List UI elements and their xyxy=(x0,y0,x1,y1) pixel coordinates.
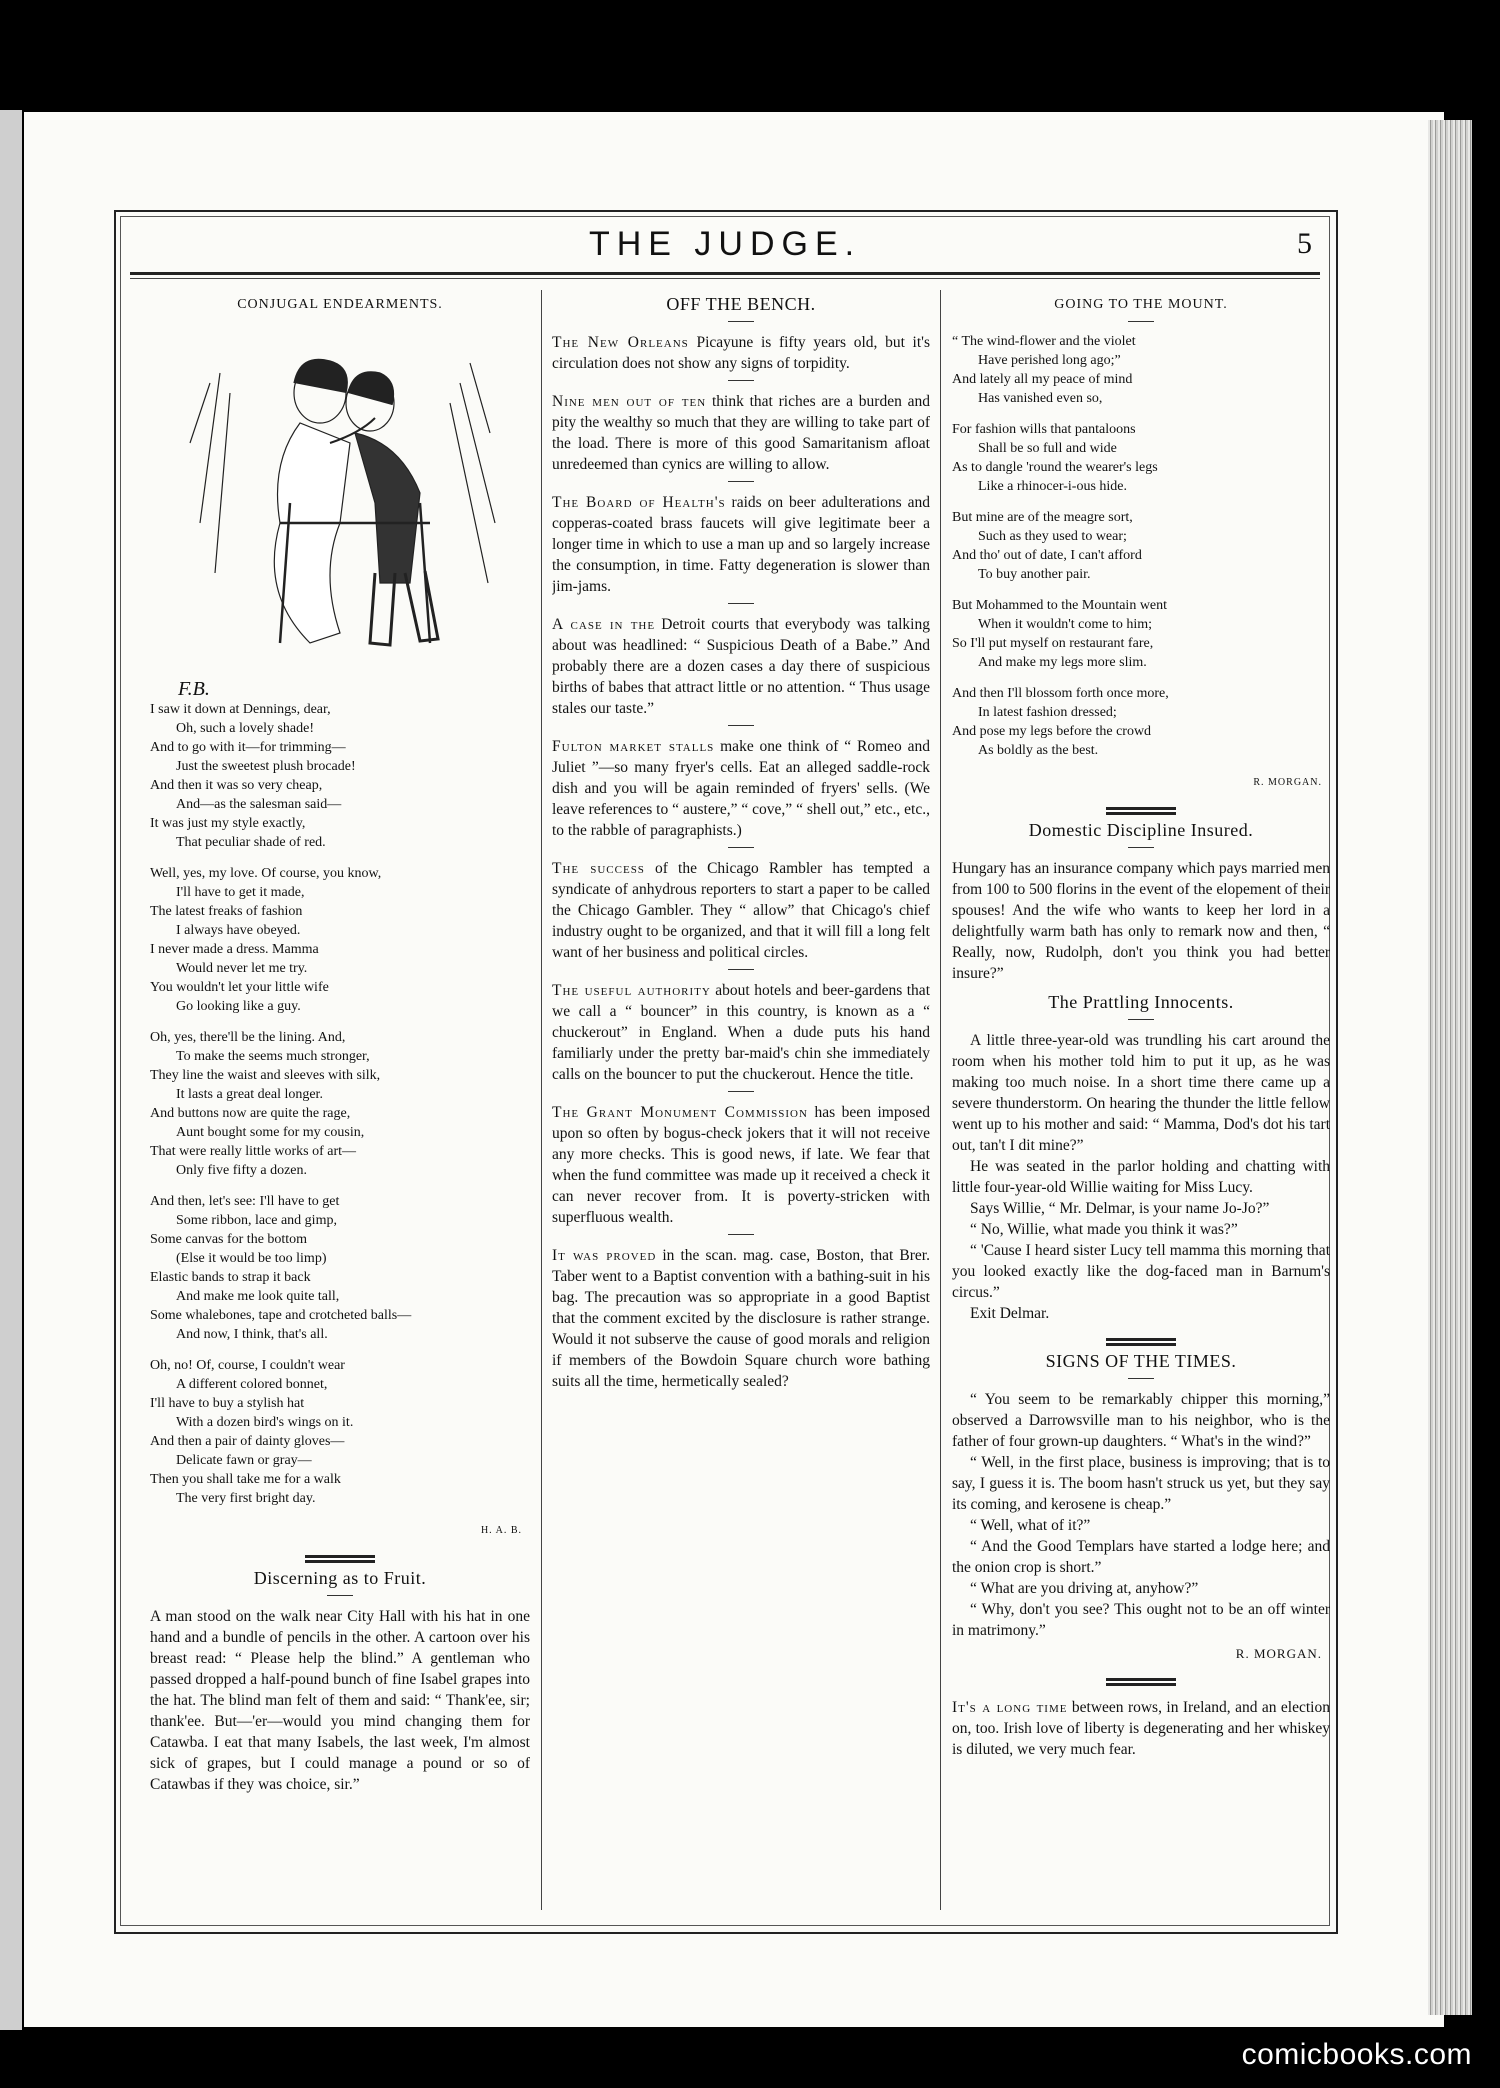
poem-line: As to dangle 'round the wearer's legs xyxy=(952,460,1158,475)
section-rule xyxy=(1106,1678,1176,1683)
binding-strip xyxy=(0,110,22,2030)
poem-line: In latest fashion dressed; xyxy=(978,705,1117,720)
title-dash xyxy=(1128,1019,1154,1020)
poem-line: The very first bright day. xyxy=(176,1491,316,1506)
article-paragraph: “ You seem to be remarkably chipper this morning,” observed a Darrowsville man to his neighbor, who is the father of four grown-up daughters. “ What's in the wind?” xyxy=(952,1391,1330,1450)
poem-line: Delicate fawn or gray— xyxy=(176,1453,312,1468)
poem-line: Only five fifty a dozen. xyxy=(176,1163,308,1178)
poem-line: It lasts a great deal longer. xyxy=(176,1087,323,1102)
watermark: comicbooks.com xyxy=(1241,2038,1472,2071)
paragraph-lead: Fulton market stalls xyxy=(552,738,715,755)
poem-line: And—as the salesman said— xyxy=(176,797,342,812)
article-signature: R. MORGAN. xyxy=(1235,1646,1322,1661)
poem-line: You wouldn't let your little wife xyxy=(150,980,329,995)
poem-line: And then a pair of dainty gloves— xyxy=(150,1434,345,1449)
paragraph-lead: It was proved xyxy=(552,1247,657,1264)
section-rule xyxy=(305,1555,375,1560)
poem-line: Oh, yes, there'll be the lining. And, xyxy=(150,1030,346,1045)
bench-paragraph xyxy=(552,736,930,841)
paragraph-lead: The success xyxy=(552,860,645,877)
poem-line: They line the waist and sleeves with silk, xyxy=(150,1068,381,1083)
paragraph-lead: The Board of Health's xyxy=(552,494,726,511)
article-paragraph: “ Why, don't you see? This ought not to be an off winter in matrimony.” xyxy=(952,1601,1330,1639)
article-title: Discerning as to Fruit. xyxy=(253,1568,427,1588)
poem-line: But mine are of the meagre sort, xyxy=(952,510,1133,525)
paragraph-lead: It's a long time xyxy=(952,1699,1068,1716)
paragraph-dash xyxy=(728,1091,754,1092)
title-dash xyxy=(1128,847,1154,848)
masthead-title: THE JUDGE. xyxy=(588,225,862,263)
poem-line: Oh, no! Of, course, I couldn't wear xyxy=(150,1358,345,1373)
paragraph-text: raids on beer adulterations and copperas-coated brass faucets will give legitimate beer a longer time in which to use a man up and so largely increase the consumption, in time. Fatty degeneration is slower than jim-jams. xyxy=(552,494,930,595)
page-edge xyxy=(1428,120,1472,2015)
signs-paragraphs xyxy=(952,1389,1330,1641)
column-1 xyxy=(150,286,530,1911)
poem-line: Like a rhinocer-i-ous hide. xyxy=(978,479,1127,494)
paragraph-lead: The useful authority xyxy=(552,982,711,999)
article-paragraph: Hungary has an insurance company which pays married men from 100 to 500 florins in the event of the elopement of their spouses! And the wife who wants to keep her lord in a delightfully warm bath has only to remark now and then, “ Really, now, Rudolph, don't you think you had better insure?” xyxy=(952,860,1330,982)
section-title: OFF THE BENCH. xyxy=(666,294,816,314)
bench-paragraph xyxy=(552,858,930,963)
poem-line: That were really little works of art— xyxy=(150,1144,357,1159)
poem-line: And tho' out of date, I can't afford xyxy=(952,548,1142,563)
poem-stanza xyxy=(150,864,530,1016)
poem-line: I never made a dress. Mamma xyxy=(150,942,319,957)
poem-line: And to go with it—for trimming— xyxy=(150,740,346,755)
column-2 xyxy=(552,286,930,1911)
paragraph-dash xyxy=(728,481,754,482)
paragraph-lead: A case in the xyxy=(552,616,656,633)
section-rule xyxy=(1106,1338,1176,1343)
paragraph-text: Detroit courts that everybody was talking about was headlined: “ Suspicious Death of a Babe.” And probably there are a dozen cases a day there of suspicious births of babes that attract little or no attention. “ Thus usage stales our taste.” xyxy=(552,616,930,717)
poem-line: I'll have to buy a stylish hat xyxy=(150,1396,305,1411)
artist-monogram: F.B. xyxy=(178,678,210,700)
bench-paragraph xyxy=(552,1245,930,1392)
poem-line: Aunt bought some for my cousin, xyxy=(176,1125,365,1140)
poem-stanza xyxy=(952,508,1330,584)
poem-stanza xyxy=(952,420,1330,496)
poem-stanza xyxy=(150,1028,530,1180)
article-paragraph: “ No, Willie, what made you think it was?” xyxy=(970,1221,1238,1238)
bench-paragraph xyxy=(552,614,930,719)
paragraph-dash xyxy=(728,969,754,970)
poem-line: To buy another pair. xyxy=(978,567,1091,582)
poem-stanza xyxy=(952,332,1330,408)
article-paragraph: “ Well, in the first place, business is improving; that is to say, I guess it is. The boom hasn't struck us yet, but they say its coming, and kerosene is cheap.” xyxy=(952,1454,1330,1513)
bench-paragraph xyxy=(552,1102,930,1228)
column-divider xyxy=(541,290,542,1910)
paragraph-dash xyxy=(728,1234,754,1235)
paragraph-text: in the scan. mag. case, Boston, that Brer. Taber went to a Baptist convention with a bathing-suit in his bag. The precaution was so appropriate in a good Baptist that the comment excited by the disclosure is rather strange. Would it not subserve the cause of good morals and religion if members of the Bowdoin Square church wore bathing suits all the time, hermetically sealed? xyxy=(552,1247,930,1390)
poem-line: Well, yes, my love. Of course, you know, xyxy=(150,866,382,881)
poem-line: And pose my legs before the crowd xyxy=(952,724,1152,739)
article-title: SIGNS OF THE TIMES. xyxy=(1045,1351,1237,1371)
poem-line: Such as they used to wear; xyxy=(978,529,1127,544)
poem-line: When it wouldn't come to him; xyxy=(978,617,1152,632)
article-paragraph: “ What are you driving at, anyhow?” xyxy=(970,1580,1199,1597)
poem-line: Would never let me try. xyxy=(176,961,308,976)
poem-line: And then, let's see: I'll have to get xyxy=(150,1194,340,1209)
article-paragraph: A man stood on the walk near City Hall with his hat in one hand and a bundle of pencils in the other. A cartoon over his breast read: “ Please help the blind.” A gentleman who passed dropped a half-pound bunch of fine Isabel grapes into the hat. The blind man felt of them and said: “ Thank'ee, sir; thank'ee. But—'er—would you mind changing them for Catawba. I eat that many Isabels, the last week, I'm almost sick of grapes, but I could manage a pound or so of Catawbas if they was choice, sir.” xyxy=(150,1608,530,1793)
poem-line: But Mohammed to the Mountain went xyxy=(952,598,1168,613)
section-rule xyxy=(1106,807,1176,812)
poem-line: Some ribbon, lace and gimp, xyxy=(176,1213,337,1228)
poem-signature: H. A. B. xyxy=(480,1525,522,1536)
masthead-rule xyxy=(130,272,1320,275)
bench-paragraphs xyxy=(552,332,930,1392)
paragraph-text: about hotels and beer-gardens that we call a “ bouncer” in this country, is known as a “ chuckerout” in England. When a dude puts his hand familiarly under the pretty bar-maid's chin she immediately calls on the bouncer to put the chuckerout. Hence the title. xyxy=(552,982,930,1083)
poem-stanza xyxy=(150,1192,530,1344)
poem-stanza xyxy=(952,596,1330,672)
paragraph-lead: The New Orleans xyxy=(552,334,689,351)
masthead-rule-thin xyxy=(130,278,1320,279)
paragraph-dash xyxy=(728,380,754,381)
article-paragraph: He was seated in the parlor holding and chatting with little four-year-old Willie waiting for Miss Lucy. xyxy=(952,1158,1330,1196)
paragraph-text: of the Chicago Rambler has tempted a syndicate of anhydrous reporters to start a paper to be called the Chicago Gambler. They “ allow” that Chicago's chief industry ought to be organized, and that it will fill a long felt want of her business and political circles. xyxy=(552,860,930,961)
poem-line: And buttons now are quite the rage, xyxy=(150,1106,351,1121)
paragraph-text: think that riches are a burden and pity the wealthy so much that they are willing to take part of the load. There is more of this good Samaritanism afloat unredeemed than cynics are willing to allow. xyxy=(552,393,930,473)
page-number: 5 xyxy=(1297,227,1312,260)
poem-line: And then I'll blossom forth once more, xyxy=(952,686,1169,701)
article-paragraph: Exit Delmar. xyxy=(970,1305,1050,1322)
poem-stanza xyxy=(150,1356,530,1508)
poem-line: Some whalebones, tape and crotcheted balls— xyxy=(150,1308,412,1323)
paragraph-text: make one think of “ Romeo and Juliet ”—so many fryer's cells. Eat an alleged saddle-rock dish and you will be again reminded of fryers' sells. (We leave references to “ austere,” “ cove,” “ shell out,” etc., etc., to the rabble of paragraphists.) xyxy=(552,738,930,839)
poem-line: I always have obeyed. xyxy=(176,923,301,938)
poem-line: Oh, such a lovely shade! xyxy=(176,721,315,736)
poem-line: Have perished long ago;” xyxy=(978,353,1121,368)
title-dash xyxy=(1128,321,1154,322)
poem-line: With a dozen bird's wings on it. xyxy=(176,1415,354,1430)
poem-line: For fashion wills that pantaloons xyxy=(952,422,1136,437)
poem-line: I saw it down at Dennings, dear, xyxy=(150,702,331,717)
poem-signature: R. MORGAN. xyxy=(1253,777,1322,788)
poem-line: It was just my style exactly, xyxy=(150,816,306,831)
column-3 xyxy=(952,286,1330,1911)
paragraph-text: has been imposed upon so often by bogus-check jokers that it will not receive any more checks. This is good news, if late. We fear that when the fund committee was made up it received a check it can never recover from. It is poverty-stricken with superfluous wealth. xyxy=(552,1104,930,1226)
column-divider xyxy=(940,290,941,1910)
poem-line: Shall be so full and wide xyxy=(978,441,1117,456)
paragraph-lead: Nine men out of ten xyxy=(552,393,707,410)
title-dash xyxy=(327,1595,353,1596)
poem-line: And then it was so very cheap, xyxy=(150,778,323,793)
title-dash xyxy=(1128,1378,1154,1379)
poem-line: Then you shall take me for a walk xyxy=(150,1472,341,1487)
article-title: Domestic Discipline Insured. xyxy=(1028,820,1254,840)
paragraph-lead: The Grant Monument Commission xyxy=(552,1104,808,1121)
bench-paragraph xyxy=(552,332,930,374)
paragraph-dash xyxy=(728,847,754,848)
poem-title: CONJUGAL ENDEARMENTS. xyxy=(237,297,443,312)
poem-line: (Else it would be too limp) xyxy=(176,1251,327,1266)
masthead xyxy=(130,222,1320,266)
article-paragraph: Says Willie, “ Mr. Delmar, is your name Jo-Jo?” xyxy=(970,1200,1270,1217)
poem-line: And make me look quite tall, xyxy=(176,1289,340,1304)
poem-line: Just the sweetest plush brocade! xyxy=(176,759,356,774)
bench-paragraph xyxy=(552,391,930,475)
paragraph-text: between rows, in Ireland, and an election on, too. Irish love of liberty is degenerating and her whiskey is diluted, we very much fear. xyxy=(952,1699,1330,1758)
couple-illustration xyxy=(170,323,510,673)
article-title: The Prattling Innocents. xyxy=(1048,992,1234,1012)
article-paragraph: “ 'Cause I heard sister Lucy tell mamma this morning that you looked exactly like the dog-faced man in Barnum's circus.” xyxy=(952,1242,1330,1301)
poem-line: That peculiar shade of red. xyxy=(176,835,326,850)
article-paragraph: “ Well, what of it?” xyxy=(970,1517,1091,1534)
bench-paragraph xyxy=(552,492,930,597)
poem-line: To make the seems much stronger, xyxy=(176,1049,370,1064)
poem-line: As boldly as the best. xyxy=(978,743,1099,758)
article-paragraph: “ And the Good Templars have started a lodge here; and the onion crop is short.” xyxy=(952,1538,1330,1576)
poem-line: And lately all my peace of mind xyxy=(952,372,1133,387)
poem-line: The latest freaks of fashion xyxy=(150,904,303,919)
poem-line: Elastic bands to strap it back xyxy=(150,1270,311,1285)
poem-line: A different colored bonnet, xyxy=(176,1377,328,1392)
poem-body xyxy=(952,332,1330,760)
bench-paragraph xyxy=(552,980,930,1085)
title-dash xyxy=(728,321,754,322)
poem-title: GOING TO THE MOUNT. xyxy=(1054,297,1228,312)
prattle-paragraphs xyxy=(952,1030,1330,1324)
article-paragraph: A little three-year-old was trundling his cart around the room when his mother told him to put it up, as he was making too much noise. In a short time there came up a severe thunderstorm. On hearing the thunder the little fellow went up to his mother and said: “ Mamma, Dod's dot his tart out, tan't I dit mine?” xyxy=(952,1032,1330,1154)
poem-line: And make my legs more slim. xyxy=(978,655,1147,670)
poem-line: Go looking like a guy. xyxy=(176,999,301,1014)
poem-body xyxy=(150,700,530,1508)
poem-line: So I'll put myself on restaurant fare, xyxy=(952,636,1154,651)
poem-stanza xyxy=(952,684,1330,760)
paragraph-dash xyxy=(728,725,754,726)
poem-line: Some canvas for the bottom xyxy=(150,1232,308,1247)
poem-line: Has vanished even so, xyxy=(978,391,1103,406)
poem-stanza xyxy=(150,700,530,852)
paragraph-dash xyxy=(728,603,754,604)
poem-line: And now, I think, that's all. xyxy=(176,1327,328,1342)
article-paragraph xyxy=(952,1697,1330,1760)
poem-line: I'll have to get it made, xyxy=(176,885,305,900)
paragraph-text: Picayune is fifty years old, but it's circulation does not show any signs of torpidity. xyxy=(552,334,930,372)
poem-line: “ The wind-flower and the violet xyxy=(952,334,1136,349)
